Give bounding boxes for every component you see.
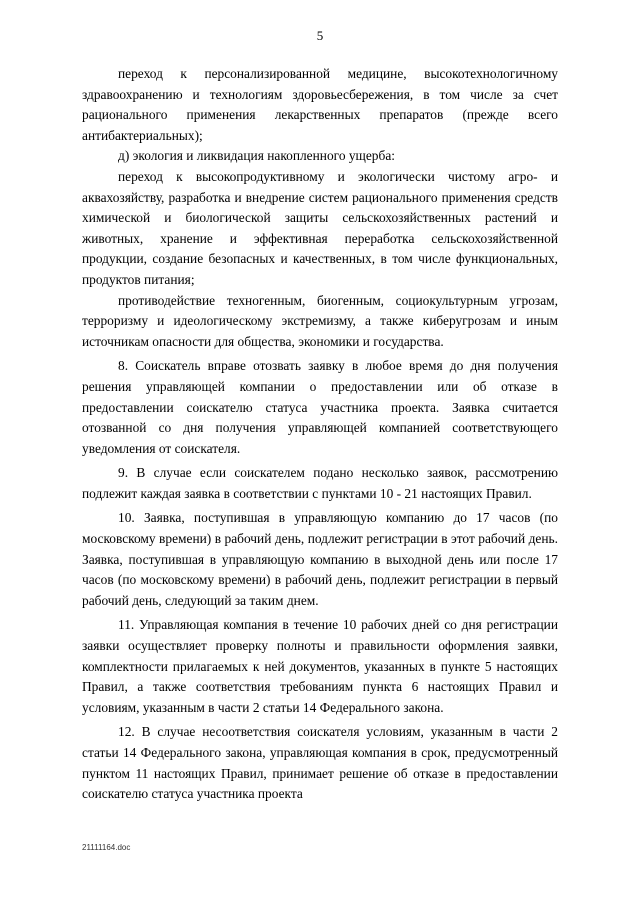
paragraph-clause-12: 12. В случае несоответствия соискателя условиям, указанным в части 2 статьи 14 Федерального закона, управляющая компания в срок, предусмотренный пунктом 11 настоящих Правил, принимает решение об отказе в предоставлении соискателю статуса участника проекта <box>82 724 558 802</box>
paragraph-clause-11: 11. Управляющая компания в течение 10 рабочих дней со дня регистрации заявки осуществляет проверку полноты и правильности оформления заявки, комплектности прилагаемых к ней документов, указанных в пункте 5 настоящих Правил, а также соответствия требованиям пункта 6 настоящих Правил и условиям, указанным в части 2 статьи 14 Федерального закона. <box>82 617 558 715</box>
paragraph-agro: переход к высокопродуктивному и экологически чистому агро- и аквахозяйству, разработка и внедрение систем рационального применения средств химической и биологической защиты сельскохозяйственных растений и животных, хранение и эффективная переработка сельскохозяйственной продукции, создание безопасных и качественных, в том числе функциональных, продуктов питания; <box>82 168 558 287</box>
paragraph-medicine: переход к персонализированной медицине, высокотехнологичному здравоохранению и технологиям здоровьесбережения, в том числе за счет рационального применения лекарственных препаратов (прежде всего антибактериальных); <box>82 66 558 143</box>
paragraph-clause-9: 9. В случае если соискателем подано несколько заявок, рассмотрению подлежит каждая заявка в соответствии с пунктами 10 - 21 настоящих Правил. <box>82 465 558 501</box>
paragraph-clause-8: 8. Соискатель вправе отозвать заявку в любое время до дня получения решения управляющей компании о предоставлении или об отказе в предоставлении соискателю статуса участника проекта. Заявка считается отозванной со дня получения управляющей компанией соответствующего уведомления от соискателя. <box>82 358 558 456</box>
page-number: 5 <box>316 28 324 43</box>
document-body <box>82 64 558 805</box>
paragraph-clause-10: 10. Заявка, поступившая в управляющую компанию до 17 часов (по московскому времени) в рабочий день, подлежит регистрации в этот рабочий день. Заявка, поступившая в управляющую компанию в выходной день или после 17 часов (по московскому времени) в рабочий день, подлежит регистрации в первый рабочий день, следующий за таким днем. <box>82 510 558 608</box>
footer-document-code: 21111164.doc <box>82 843 131 852</box>
paragraph-ecology-heading: д) экология и ликвидация накопленного ущерба: <box>118 148 395 164</box>
paragraph-threats: противодействие техногенным, биогенным, социокультурным угрозам, терроризму и идеологическому экстремизму, а также киберугрозам и иным источникам опасности для общества, экономики и государства. <box>82 292 558 349</box>
